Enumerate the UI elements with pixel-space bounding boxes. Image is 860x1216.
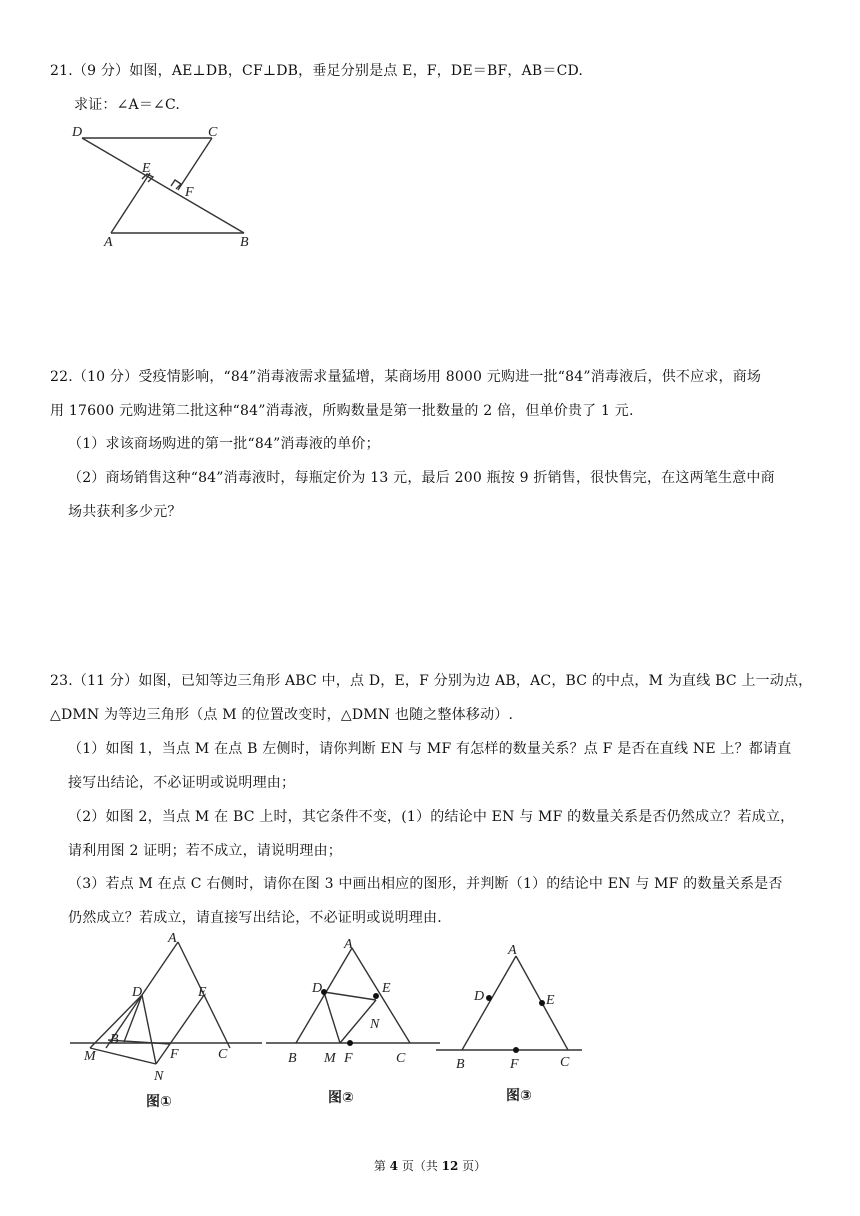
q22-line-2: 用 17600 元购进第二批这种“84”消毒液，所购数量是第一批数量的 2 倍，但单价贵了 1 元. [50, 403, 634, 419]
fig3-label-F: F [510, 1057, 519, 1072]
q21-line-2: 求证：∠A＝∠C. [74, 97, 181, 113]
q22-line-5: 场共获利多少元？ [68, 504, 182, 520]
label-B: B [240, 235, 249, 250]
fig2-label-B: B [288, 1051, 297, 1066]
footer-pre: 第 [373, 1159, 390, 1173]
fig3-label-A: A [508, 943, 517, 958]
q22-line-1: 22.（10 分）受疫情影响，“84”消毒液需求量猛增，某商场用 8000 元购进一批“84”消毒液后，供不应求，商场 [50, 369, 762, 385]
q21-figure [68, 122, 268, 252]
q23-line-2: △DMN 为等边三角形（点 M 的位置改变时，△DMN 也随之整体移动）. [50, 707, 514, 723]
fig3-label-C: C [560, 1055, 570, 1070]
footer-page-number: 4 [389, 1159, 398, 1173]
label-A: A [104, 235, 113, 250]
q21-line-1: 21.（9 分）如图，AE⊥DB，CF⊥DB，垂足分别是点 E，F，DE＝BF，AB＝CD. [50, 63, 584, 79]
footer-total-pages: 12 [441, 1159, 459, 1173]
label-D: D [72, 125, 83, 140]
fig2-label-N: N [370, 1017, 380, 1032]
q23-figure-1 [66, 930, 266, 1115]
q23-figure-2 [264, 930, 444, 1115]
fig2-label-M: M [324, 1051, 336, 1066]
fig1-label-B: B [110, 1032, 119, 1047]
fig1-caption: 图① [146, 1094, 172, 1110]
label-E: E [142, 161, 151, 176]
fig2-caption: 图② [328, 1090, 354, 1106]
fig3-label-E: E [546, 993, 555, 1008]
footer-mid: 页（共 [398, 1159, 442, 1173]
fig3-caption: 图③ [506, 1088, 532, 1104]
q23-line-5: （2）如图 2，当点 M 在 BC 上时，其它条件不变，(1）的结论中 EN 与 MF 的数量关系是否仍然成立？若成立， [68, 809, 795, 825]
fig1-label-F: F [170, 1047, 179, 1062]
fig2-label-D: D [312, 981, 323, 996]
fig1-label-E: E [198, 985, 207, 1000]
q23-line-7: （3）若点 M 在点 C 右侧时，请你在图 3 中画出相应的图形，并判断（1）的结论中 EN 与 MF 的数量关系是否 [68, 876, 783, 892]
q22-line-3: （1）求该商场购进的第一批“84”消毒液的单价； [68, 436, 380, 452]
fig2-label-F: F [344, 1051, 353, 1066]
q23-figure-3 [436, 930, 586, 1115]
fig3-label-D: D [474, 989, 485, 1004]
fig1-label-N: N [154, 1069, 164, 1084]
q23-line-1: 23.（11 分）如图，已知等边三角形 ABC 中，点 D，E，F 分别为边 AB，AC，BC 的中点，M 为直线 BC 上一动点， [50, 673, 813, 689]
fig1-label-C: C [218, 1047, 228, 1062]
q23-line-4: 接写出结论，不必证明或说明理由； [68, 775, 296, 791]
fig1-label-D: D [132, 985, 143, 1000]
q23-line-3: （1）如图 1，当点 M 在点 B 左侧时，请你判断 EN 与 MF 有怎样的数量关系？点 F 是否在直线 NE 上？都请直 [68, 741, 792, 757]
q22-line-4: （2）商场销售这种“84”消毒液时，每瓶定价为 13 元，最后 200 瓶按 9 折销售，很快售完，在这两笔生意中商 [68, 470, 775, 486]
page-footer [0, 1157, 860, 1174]
label-F: F [185, 185, 194, 200]
q23-line-8: 仍然成立？若成立，请直接写出结论，不必证明或说明理由. [68, 910, 442, 926]
q23-line-6: 请利用图 2 证明；若不成立，请说明理由； [68, 843, 343, 859]
fig3-label-B: B [456, 1057, 465, 1072]
footer-post: 页） [458, 1159, 487, 1173]
fig2-label-A: A [344, 937, 353, 952]
label-C: C [208, 125, 218, 140]
fig2-label-C: C [396, 1051, 406, 1066]
fig1-label-A: A [168, 931, 177, 946]
fig1-label-M: M [84, 1049, 96, 1064]
fig2-label-E: E [382, 981, 391, 996]
